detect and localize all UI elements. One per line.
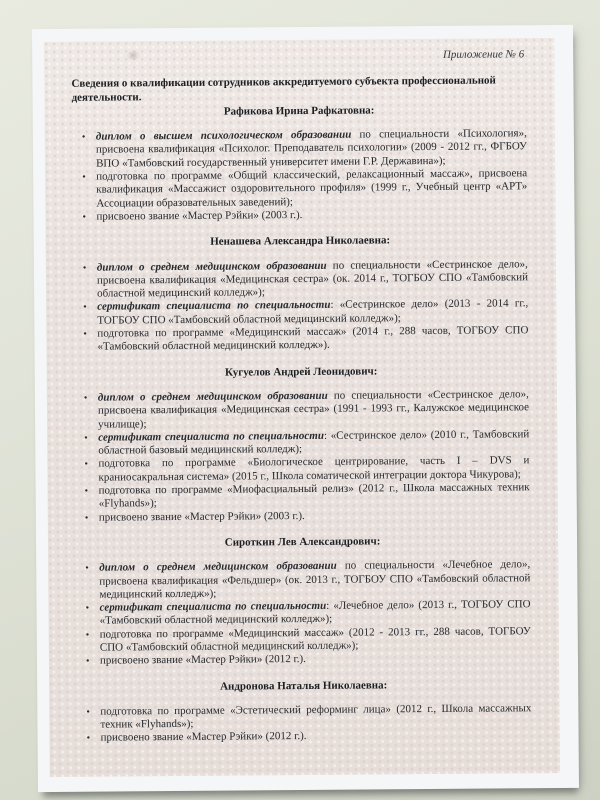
bullet-rest: подготовка по программе «Общий классический, релаксационный массаж», присвоена квалификация «Массажист оздоровительного профиля» (1999 г., Учебный центр «АРТ» Ассоциации образовательных заведений);: [96, 167, 528, 210]
bullet-item: [75, 558, 530, 601]
bullet-text: [96, 167, 527, 210]
bullet-text: [98, 388, 529, 431]
bullet-text: [99, 481, 530, 511]
person-section: [72, 103, 528, 224]
sections-container: [72, 103, 532, 745]
bullet-item: [72, 127, 527, 170]
bullet-item: [77, 729, 532, 746]
bullet-rest: подготовка по программе «Медицинский массаж» (2012 - 2013 гг., 288 часов, ТОГБОУ СПО «Тамбовский областной медицинский колледж»);: [99, 624, 531, 654]
bullet-rest: по специальности «Лечебное дело», присвоена квалификация «Фельдшер» (ок. 2013 г., ТОГБОУ СПО «Тамбовский областной медицинский колледж»);: [99, 558, 531, 601]
bullet-rest: подготовка по программе «Медицинский массаж» (2014 г., 288 часов, ТОГБОУ СПО «Тамбовский областной медицинский колледж»).: [97, 324, 529, 353]
bullet-item: [75, 481, 530, 511]
bullet-text: [97, 258, 528, 301]
bullet-item: [73, 298, 528, 328]
bullet-icon: •: [86, 733, 91, 745]
person-name-heading: Андронова Наталья Николаевна:: [219, 678, 388, 693]
bullet-item: [74, 428, 529, 458]
bullet-icon: •: [83, 392, 88, 404]
bullet-icon: •: [81, 131, 86, 143]
bullet-rest: : «Лечебное дело» (2013 г., ТОГБОУ СПО «Тамбовский областной медицинский колледж»);: [99, 598, 531, 628]
bullet-rest: подготовка по программе «Эстетический реформинг лица» (2012 г., Школа массажных техник «Flyhands»);: [100, 702, 532, 731]
bullet-icon: •: [82, 171, 86, 183]
bullet-icon: •: [84, 485, 89, 497]
bullet-item: [72, 167, 527, 210]
bullet-icon: •: [84, 459, 88, 471]
person-name-heading: Ненашева Александра Николаевна:: [210, 234, 391, 249]
person-name-heading: Сироткин Лев Александрович:: [224, 535, 381, 549]
bullet-lead: диплом о среднем медицинском образовании: [96, 259, 327, 274]
person-section: [74, 364, 530, 525]
bullet-text: [97, 298, 528, 328]
bullet-text: [101, 729, 532, 746]
bullet-text: [98, 455, 529, 485]
bullet-text: [100, 625, 531, 655]
bullet-text: [99, 558, 530, 601]
document-title: Сведения о квалификации сотрудников аккредитуемого субъекта профессиональной деятельности.: [71, 74, 496, 104]
bullet-lead: диплом о среднем медицинском образовании: [99, 559, 337, 574]
bullet-rest: присвоено звание «Мастер Рэйки» (2003 г.).: [98, 509, 305, 524]
bullet-icon: •: [85, 629, 90, 641]
bullet-item: [74, 388, 529, 431]
bullet-lead: диплом о высшем психологическом образовании: [95, 128, 352, 143]
bullet-item: [73, 258, 528, 301]
bullet-icon: •: [83, 302, 87, 314]
bullet-item: [72, 207, 527, 224]
bullet-rest: присвоено звание «Мастер Рэйки» (2003 г.).: [96, 208, 303, 223]
bullet-lead: сертификат специалиста по специальности: [98, 429, 324, 444]
bullet-icon: •: [82, 262, 87, 274]
bullet-rest: присвоено звание «Мастер Рэйки» (2012 г.).: [99, 653, 306, 667]
bullet-item: [76, 652, 531, 669]
bullet-list: [76, 702, 531, 745]
bullet-lead: диплом о среднем медицинском образовании: [97, 389, 328, 404]
bullet-item: [74, 455, 529, 485]
person-section: [75, 534, 531, 668]
bullet-rest: подготовка по программе «Миофасциальный релиз» (2012 г., Школа массажных техник «Flyhands»);: [98, 481, 530, 510]
bullet-list: [75, 558, 531, 668]
bullet-lead: сертификат специалиста по специальности: [97, 299, 331, 314]
person-name-heading: Рафикова Ирина Рафкатовна:: [223, 104, 375, 118]
bullet-icon: •: [84, 432, 88, 444]
person-section: [73, 234, 529, 355]
bullet-item: [75, 508, 530, 525]
bullet-rest: по специальности «Сестринское дело», присвоена квалификация «Медицинская сестра» (1991 - 1993 гг., Калужское медицинское училище);: [97, 388, 530, 431]
bullet-icon: •: [83, 328, 87, 340]
bullet-rest: : «Сестринское дело» (2013 - 2014 гг., ТОГБОУ СПО «Тамбовский областной медицинский колледж»);: [97, 297, 529, 327]
person-section: [76, 678, 531, 746]
bullet-icon: •: [85, 562, 89, 574]
page-content: [71, 45, 532, 772]
bullet-rest: подготовка по программе «Биологическое центрирование, часть I – DVS и краниосакральная система» (2015 г., Школа соматической интеграции доктора Чикурова);: [98, 454, 530, 484]
bullet-list: [72, 127, 528, 224]
bullet-rest: по специальности «Сестринское дело», присвоена квалификация «Медицинская сестра» (ок. 2014 г., ТОГБОУ СПО «Тамбовский областной медицинский колледж»);: [96, 257, 529, 300]
bullet-icon: •: [85, 655, 90, 668]
annotation-label: Приложение № 6: [442, 48, 525, 61]
bullet-text: [96, 127, 527, 170]
bullet-icon: •: [84, 512, 89, 524]
bullet-text: [100, 702, 531, 732]
bullet-item: [76, 702, 531, 732]
bullet-item: [76, 598, 531, 628]
bullet-item: [76, 625, 531, 655]
bullet-text: [100, 652, 531, 669]
bullet-text: [99, 508, 530, 525]
bullet-text: [98, 428, 529, 458]
bullet-icon: •: [86, 706, 90, 718]
bullet-rest: : «Сестринское дело» (2010 г., Тамбовский областной базовый медицинский колледж);: [98, 428, 530, 457]
bullet-rest: по специальности «Психология», присвоена квалификация «Психолог. Преподаватель психологии» (2009 - 2012 гг., ФГБОУ ВПО «Тамбовский государственный университет имени Г.Р. Державина»);: [95, 127, 527, 170]
bullet-item: [73, 324, 528, 354]
bullet-icon: •: [82, 211, 87, 223]
document-page: [32, 25, 579, 792]
bullet-list: [74, 388, 530, 525]
person-name-heading: Кугуелов Андрей Леонидович:: [224, 365, 378, 379]
bullet-list: [73, 258, 529, 355]
bullet-text: [97, 324, 528, 354]
bullet-rest: присвоено звание «Мастер Рэйки» (2012 г.).: [100, 730, 307, 745]
bullet-icon: •: [85, 602, 90, 614]
bullet-text: [100, 598, 531, 628]
bullet-lead: сертификат специалиста по специальности: [99, 599, 327, 614]
bullet-text: [96, 207, 527, 224]
